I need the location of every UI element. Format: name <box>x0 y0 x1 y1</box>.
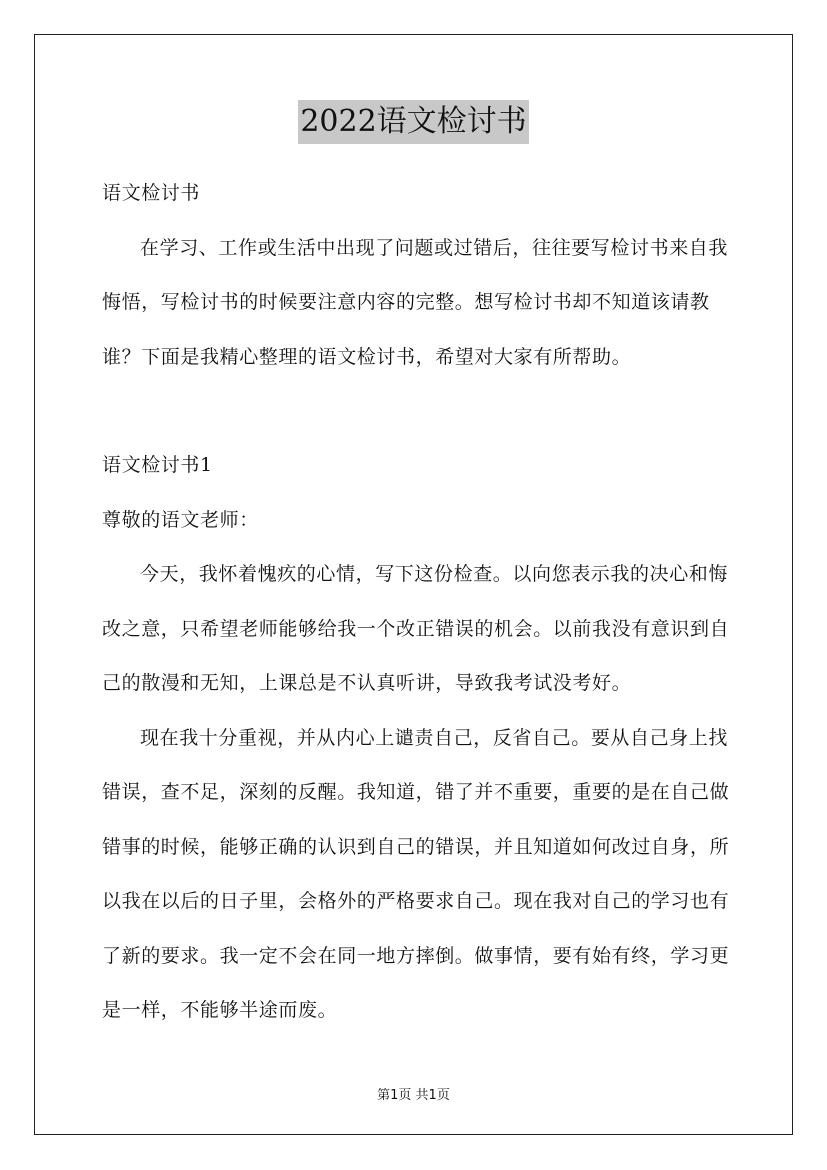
body-paragraph-2: 现在我十分重视，并从内心上谴责自己，反省自己。要从自己身上找错误，查不足，深刻的反醒。我知道，错了并不重要，重要的是在自己做错事的时候，能够正确的认识到自己的错误，并且知道如何改过自身，所以我在以后的日子里，会格外的严格要求自己。现在我对自己的学习也有了新的要求。我一定不会在同一地方摔倒。做事情，要有始有终，学习更是一样，不能够半途而废。 <box>102 726 730 1021</box>
salutation: 尊敬的语文老师： <box>102 508 259 531</box>
document-title-text: 2022语文检讨书 <box>298 100 528 144</box>
page-footer: 第1页 共1页 <box>377 1088 450 1103</box>
document-title <box>0 100 827 144</box>
section-gap <box>102 384 732 438</box>
document-heading: 语文检讨书 <box>102 182 201 204</box>
body-paragraph-1: 今天，我怀着愧疚的心情，写下这份检查。以向您表示我的决心和悔改之意，只希望老师能够给我一个改正错误的机会。以前我没有意识到自己的散漫和无知，上课总是不认真听讲，导致我考试没考好。 <box>102 563 730 694</box>
intro-paragraph: 在学习、工作或生活中出现了问题或过错后，往往要写检讨书来自我悔悟，写检讨书的时候要注意内容的完整。想写检讨书却不知道该请教谁？下面是我精心整理的语文检讨书，希望对大家有所帮助。 <box>102 236 729 368</box>
document-body <box>102 166 732 1038</box>
section-title: 语文检讨书1 <box>102 454 213 476</box>
